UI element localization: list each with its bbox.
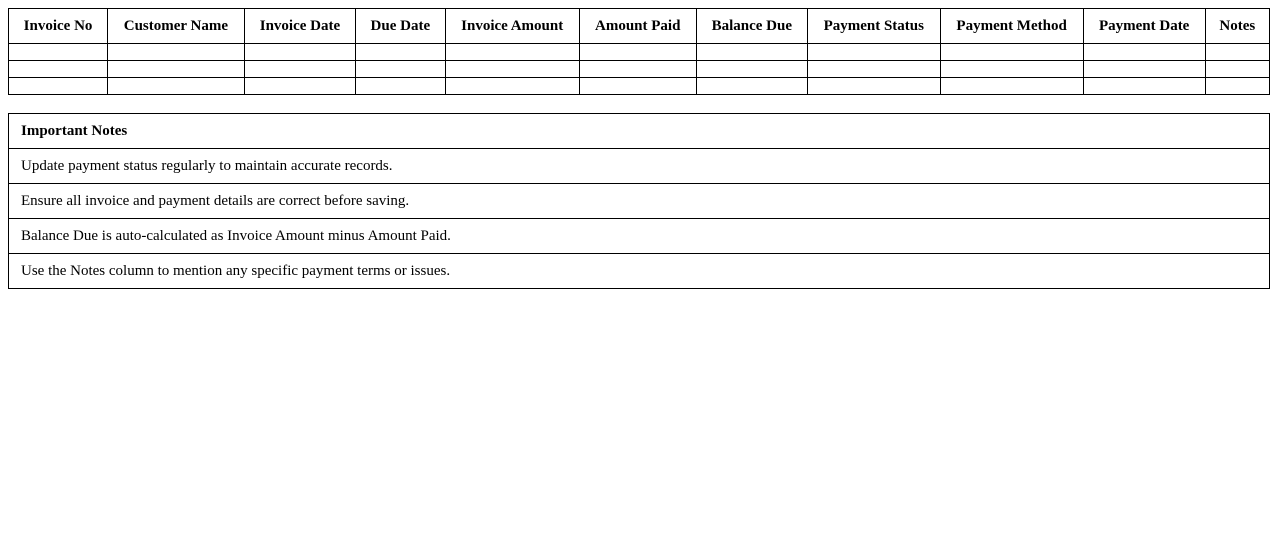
invoice-cell[interactable] (1205, 61, 1269, 78)
note-row (9, 149, 1270, 184)
header-amount-paid: Amount Paid (579, 9, 696, 44)
note-item: Balance Due is auto-calculated as Invoice Amount minus Amount Paid. (9, 219, 1270, 254)
header-payment-date: Payment Date (1083, 9, 1205, 44)
invoice-cell[interactable] (244, 78, 355, 95)
invoice-cell[interactable] (808, 78, 941, 95)
invoice-row (9, 78, 1270, 95)
invoice-cell[interactable] (579, 61, 696, 78)
invoice-cell[interactable] (808, 61, 941, 78)
invoice-cell[interactable] (445, 61, 579, 78)
invoice-cell[interactable] (244, 44, 355, 61)
invoice-cell[interactable] (244, 61, 355, 78)
invoice-cell[interactable] (108, 61, 245, 78)
invoice-cell[interactable] (940, 61, 1083, 78)
invoice-row (9, 61, 1270, 78)
header-payment-status: Payment Status (808, 9, 941, 44)
invoice-cell[interactable] (9, 78, 108, 95)
notes-header-row (9, 114, 1270, 149)
invoice-cell[interactable] (1083, 78, 1205, 95)
header-invoice-amount: Invoice Amount (445, 9, 579, 44)
invoice-cell[interactable] (1083, 61, 1205, 78)
note-row (9, 219, 1270, 254)
invoice-cell[interactable] (1205, 44, 1269, 61)
invoice-header-row (9, 9, 1270, 44)
invoice-cell[interactable] (356, 44, 445, 61)
invoice-cell[interactable] (1205, 78, 1269, 95)
invoice-cell[interactable] (696, 78, 807, 95)
invoice-cell[interactable] (940, 78, 1083, 95)
invoice-table-body (9, 44, 1270, 95)
important-notes-table (8, 113, 1270, 289)
invoice-cell[interactable] (9, 44, 108, 61)
header-invoice-date: Invoice Date (244, 9, 355, 44)
invoice-cell[interactable] (108, 44, 245, 61)
header-due-date: Due Date (356, 9, 445, 44)
note-item: Use the Notes column to mention any specific payment terms or issues. (9, 254, 1270, 289)
invoice-row (9, 44, 1270, 61)
header-payment-method: Payment Method (940, 9, 1083, 44)
invoice-table (8, 8, 1270, 95)
invoice-cell[interactable] (696, 44, 807, 61)
invoice-cell[interactable] (9, 61, 108, 78)
header-balance-due: Balance Due (696, 9, 807, 44)
note-item: Ensure all invoice and payment details are correct before saving. (9, 184, 1270, 219)
invoice-cell[interactable] (579, 78, 696, 95)
header-notes: Notes (1205, 9, 1269, 44)
header-customer-name: Customer Name (108, 9, 245, 44)
invoice-cell[interactable] (356, 78, 445, 95)
header-invoice-no: Invoice No (9, 9, 108, 44)
invoice-cell[interactable] (445, 78, 579, 95)
invoice-cell[interactable] (808, 44, 941, 61)
invoice-cell[interactable] (445, 44, 579, 61)
invoice-cell[interactable] (356, 61, 445, 78)
invoice-cell[interactable] (579, 44, 696, 61)
invoice-cell[interactable] (108, 78, 245, 95)
invoice-cell[interactable] (1083, 44, 1205, 61)
invoice-cell[interactable] (940, 44, 1083, 61)
invoice-cell[interactable] (696, 61, 807, 78)
notes-title: Important Notes (9, 114, 1270, 149)
note-row (9, 184, 1270, 219)
note-item: Update payment status regularly to maintain accurate records. (9, 149, 1270, 184)
note-row (9, 254, 1270, 289)
